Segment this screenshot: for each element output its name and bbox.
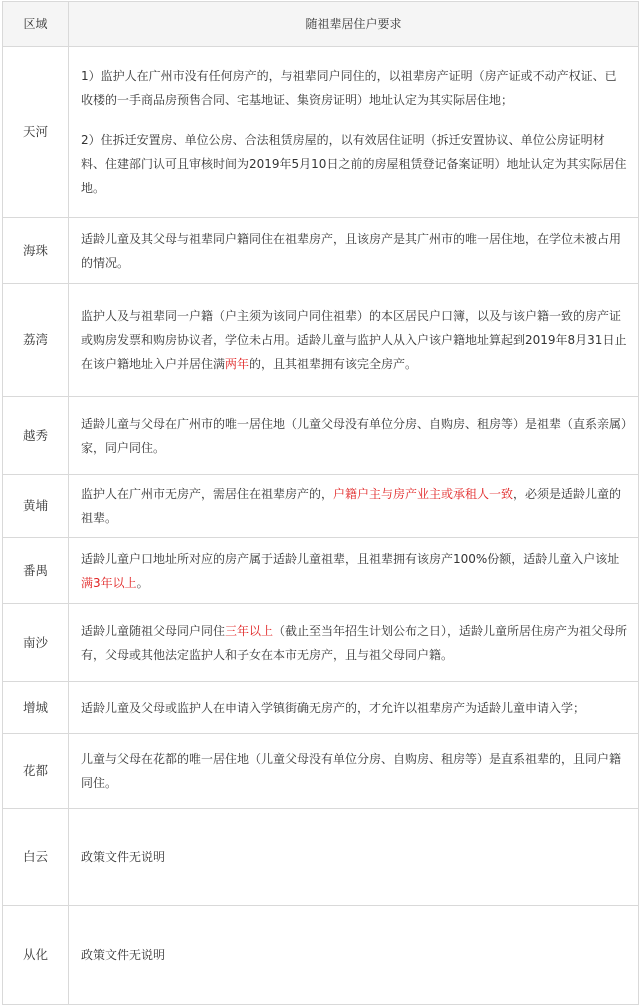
requirement-text: 适龄儿童户口地址所对应的房产属于适龄儿童祖辈，且祖辈拥有该房产100%份额，适龄儿童入户该址 xyxy=(81,551,620,566)
requirement-paragraph: 2）住拆迁安置房、单位公房、合法租赁房屋的，以有效居住证明（拆迁安置协议、单位公房证明材料、住建部门认可且审核时间为2019年5月10日之前的房屋租赁登记备案证明）地址认定为其实际居住地。 xyxy=(81,133,627,195)
table-row xyxy=(3,734,639,809)
table-row xyxy=(3,475,639,538)
table-row xyxy=(3,284,639,397)
region-cell: 番禺 xyxy=(3,538,69,604)
requirement-cell: 适龄儿童及父母或监护人在申请入学镇街确无房产的，才允许以祖辈房产为适龄儿童申请入学； xyxy=(69,682,639,734)
region-cell: 天河 xyxy=(3,47,69,218)
region-cell: 越秀 xyxy=(3,397,69,475)
requirement-paragraph: 1）监护人在广州市没有任何房产的，与祖辈同户同住的，以祖辈房产证明（房产证或不动产权证、已收楼的一手商品房预售合同、宅基地证、集资房证明）地址认定为其实际居住地； xyxy=(81,69,617,107)
region-cell: 黄埔 xyxy=(3,475,69,538)
requirement-cell xyxy=(69,475,639,538)
requirement-cell xyxy=(69,604,639,682)
table-row xyxy=(3,682,639,734)
requirement-text: 监护人在广州市无房产，需居住在祖辈房产的， xyxy=(81,487,334,501)
table-header-row xyxy=(3,2,639,47)
requirement-cell: 政策文件无说明 xyxy=(69,906,639,1005)
table-row xyxy=(3,604,639,682)
header-region: 区域 xyxy=(3,2,69,47)
header-requirement: 随祖辈居住户要求 xyxy=(69,2,639,47)
requirement-cell: 儿童与父母在花都的唯一居住地（儿童父母没有单位分房、自购房、租房等）是直系祖辈的，且同户籍同住。 xyxy=(69,734,639,809)
table-row xyxy=(3,397,639,475)
requirement-cell xyxy=(69,284,639,397)
region-cell: 白云 xyxy=(3,809,69,906)
highlighted-text: 满3年以上 xyxy=(81,575,137,590)
region-cell: 荔湾 xyxy=(3,284,69,397)
requirement-text: 适龄儿童随祖父母同户同住 xyxy=(81,623,226,638)
region-cell: 南沙 xyxy=(3,604,69,682)
requirement-text: 的，且其祖辈拥有该完全房产。 xyxy=(249,357,418,371)
table-row xyxy=(3,538,639,604)
table-row xyxy=(3,906,639,1005)
requirement-text: （截止至当年招生计划公布之日），适龄儿童所居住房产为祖父母所有，父母或其他法定监护人和子女在本市无房产，且与祖父母同户籍。 xyxy=(81,623,628,662)
requirement-cell xyxy=(69,538,639,604)
requirement-cell xyxy=(69,47,639,218)
requirement-cell: 适龄儿童及其父母与祖辈同户籍同住在祖辈房产，且该房产是其广州市的唯一居住地，在学位未被占用的情况。 xyxy=(69,218,639,284)
highlighted-text: 户籍户主与房产业主或承租人一致 xyxy=(333,487,514,501)
requirement-text: 。 xyxy=(136,575,149,590)
region-cell: 海珠 xyxy=(3,218,69,284)
requirement-cell: 政策文件无说明 xyxy=(69,809,639,906)
region-cell: 花都 xyxy=(3,734,69,809)
table-row xyxy=(3,218,639,284)
table-row xyxy=(3,809,639,906)
policy-table xyxy=(2,1,639,1005)
highlighted-text: 三年以上 xyxy=(225,623,274,638)
requirement-text: 监护人及与祖辈同一户籍（户主须为该同户同住祖辈）的本区居民户口簿，以及与该户籍一致的房产证或购房发票和购房协议者，学位未占用。适龄儿童与监护人从入户该户籍地址算起到2019年8月31日止在该户籍地址入户并居住满 xyxy=(81,309,627,371)
requirement-cell: 适龄儿童与父母在广州市的唯一居住地（儿童父母没有单位分房、自购房、租房等）是祖辈（直系亲属）家，同户同住。 xyxy=(69,397,639,475)
requirement-text: ，必须是适龄儿童的祖辈。 xyxy=(81,487,622,525)
region-cell: 增城 xyxy=(3,682,69,734)
highlighted-text: 两年 xyxy=(225,357,250,371)
table-row xyxy=(3,47,639,218)
region-cell: 从化 xyxy=(3,906,69,1005)
